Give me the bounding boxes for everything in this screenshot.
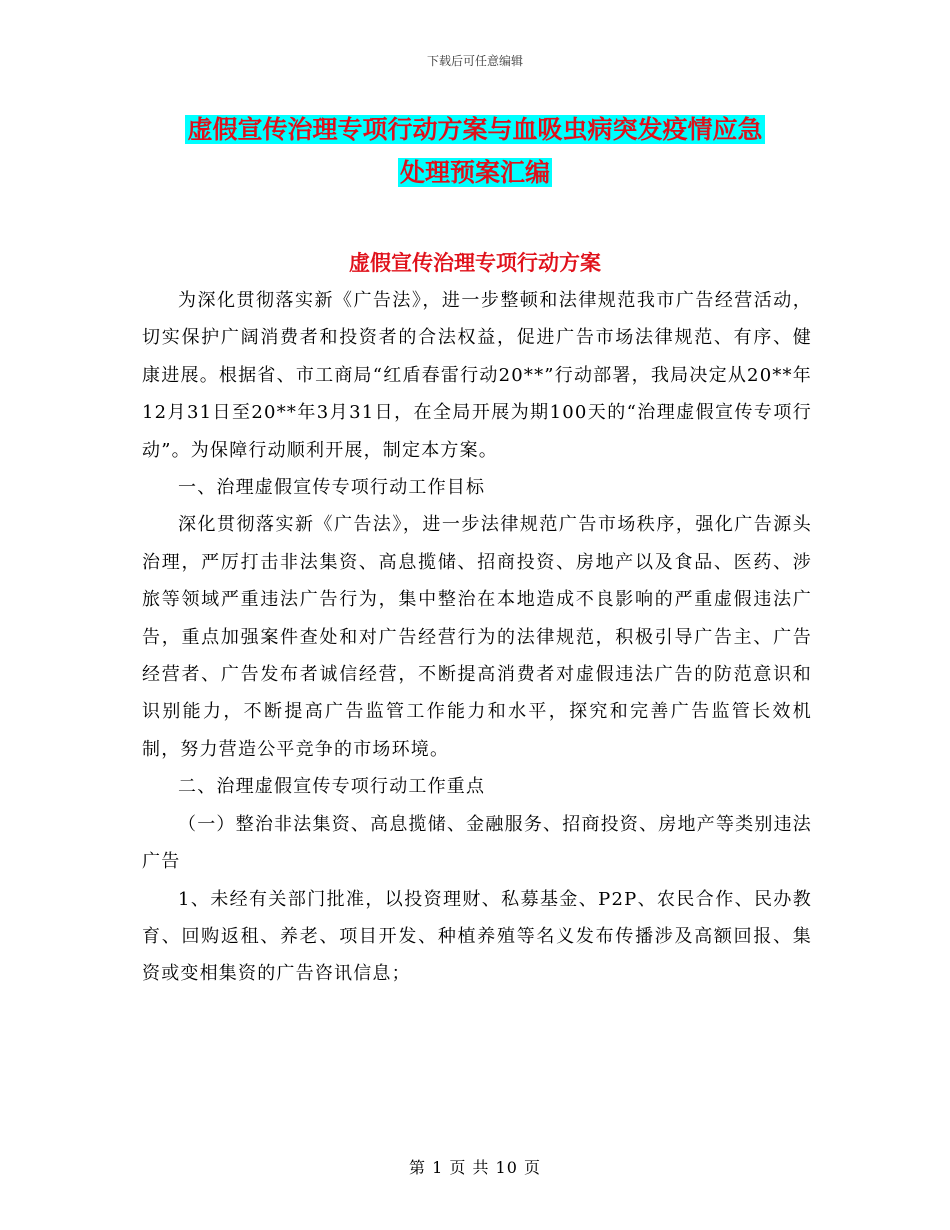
document-title-line-1-text: 虚假宣传治理专项行动方案与血吸虫病突发疫情应急 [187, 115, 763, 144]
heading-goals: 一、治理虚假宣传专项行动工作目标 [178, 477, 486, 499]
heading-focus: 二、治理虚假宣传专项行动工作重点 [178, 776, 486, 798]
document-title-line-2-text: 处理预案汇编 [399, 158, 550, 187]
document-body [142, 282, 812, 993]
paragraph-focus-item-1: 1、未经有关部门批准，以投资理财、私募基金、P2P、农民合作、民办教育、回购返租、养老、项目开发、种植养殖等名义发布传播涉及高额回报、集资或变相集资的广告咨讯信息； [142, 888, 812, 985]
document-title-line-2 [0, 153, 950, 189]
paragraph-intro: 为深化贯彻落实新《广告法》，进一步整顿和法律规范我市广告经营活动，切实保护广阔消费者和投资者的合法权益，促进广告市场法律规范、有序、健康进展。根据省、市工商局“红盾春雷行动20**”行动部署，我局决定从20**年12月31日至20**年3月31日，在全局开展为期100天的“治理虚假宣传专项行动”。为保障行动顺利开展，制定本方案。 [142, 290, 812, 461]
document-title-line-1 [0, 110, 950, 146]
paragraph-goals: 深化贯彻落实新《广告法》，进一步法律规范广告市场秩序，强化广告源头治理，严厉打击非法集资、高息揽储、招商投资、房地产以及食品、医药、涉旅等领域严重违法广告行为，集中整治在本地造成不良影响的严重虚假违法广告，重点加强案件查处和对广告经营行为的法律规范，积极引导广告主、广告经营者、广告发布者诚信经营，不断提高消费者对虚假违法广告的防范意识和识别能力，不断提高广告监管工作能力和水平，探究和完善广告监管长效机制，努力营造公平竞争的市场环境。 [142, 514, 812, 760]
section-title: 虚假宣传治理专项行动方案 [349, 250, 601, 275]
subheading-focus-1: （一）整治非法集资、高息揽储、金融服务、招商投资、房地产等类别违法广告 [142, 813, 812, 873]
page-header-note: 下载后可任意编辑 [426, 54, 523, 68]
page-number-footer: 第 1 页 共 10 页 [409, 1158, 541, 1177]
